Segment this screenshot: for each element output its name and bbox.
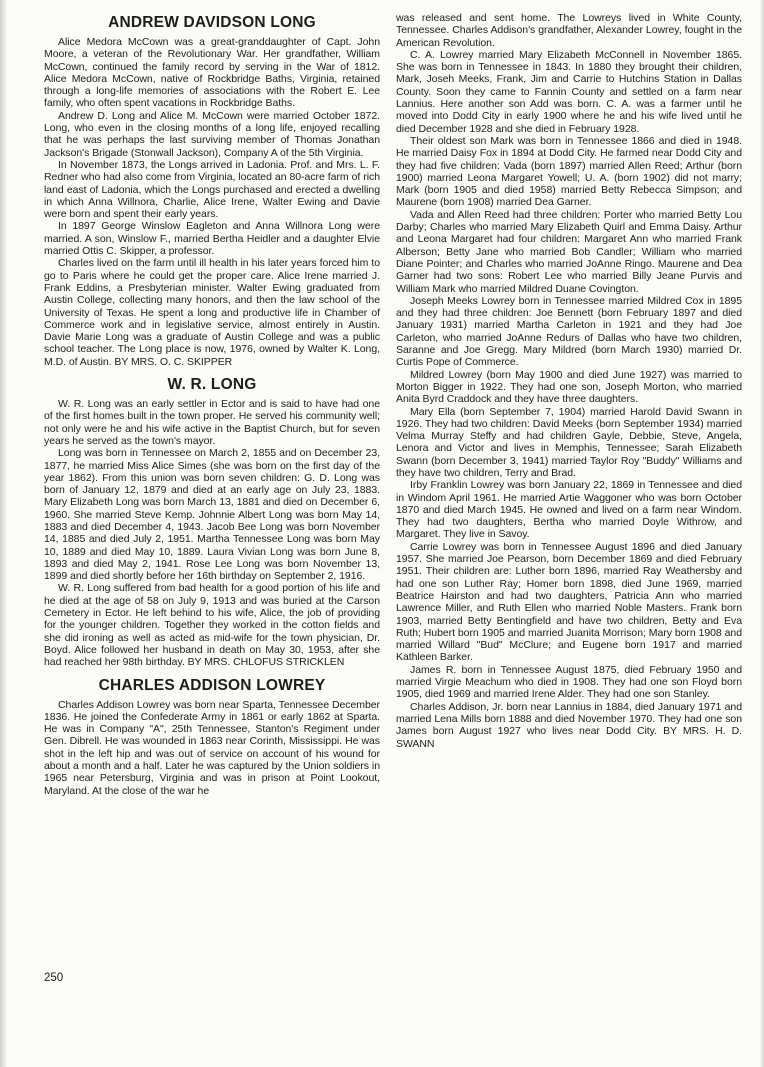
paragraph: Charles Addison, Jr. born near Lannius in 1884, died January 1971 and married Lena Mills born 1888 and died November 1970. They had one son James born August 1927 who lives near Dodd City. BY MRS. H. D. SWANN <box>396 700 742 750</box>
page-edge-right <box>760 0 764 1067</box>
paragraph: Their oldest son Mark was born in Tennessee 1866 and died in 1948. He married Daisy Fox in 1894 at Dodd City. He farmed near Dodd City and they had five children: Vada (born 1897) married Allen Reed; Arthur (born 1900) married Leona Margaret Yowell; U. A. (born 1902) did not marry; Mark (born 1905 and died 1958) married Betty Rebecca Simpson; and Maurene (born 1908) married Dea Garner. <box>396 134 742 209</box>
continued-paragraph: was released and sent home. The Lowreys lived in White County, Tennessee. Charles Addison's grandfather, Alexander Lowrey, fought in the American Revolution. <box>396 12 742 49</box>
section-title: CHARLES ADDISON LOWREY <box>98 676 326 694</box>
paragraph: James R. born in Tennessee August 1875, died February 1950 and married Virgie Meachum who died in 1908. They had one son Floyd born 1905, died 1969 and married Irene Alder. They had one son Stanley. <box>396 663 742 701</box>
paragraph: Irby Franklin Lowrey was born January 22, 1869 in Tennessee and died in Windom April 1961. He married Artie Waggoner who was born October 1870 and died March 1945. He owned and lived on a farm near Windom. They had two daughters, Bertha who married Doyle Withrow, and Margaret. They live in Savoy. <box>396 479 742 541</box>
paragraph: Long was born in Tennessee on March 2, 1855 and on December 23, 1877, he married Miss Alice Simes (she was born on the first day of the year 1862). From this union was born seven children: G. D. Long was born of January 12, 1879 and died at an early age on July 23, 1883. Mary Elizabeth Long was born March 13, 1881 and died on December 6, 1960. She married Steve Kemp. Johnnie Albert Long was born May 14, 1883 and died December 4, 1943. Jacob Bee Long was born November 14, 1885 and died July 2, 1951. Martha Tennessee Long was born May 10, 1889 and died May 10, 1889. Laura Vivian Long was born June 8, 1893 and died May 2, 1941. Rose Lee Long was born November 13, 1899 and died shortly before her 16th birthday on September 2, 1916. <box>44 447 380 583</box>
page-number: 250 <box>44 972 64 984</box>
section-charles-addison-lowrey <box>44 677 380 797</box>
paragraph: Charles Addison Lowrey was born near Sparta, Tennessee December 1836. He joined the Confederate Army in 1861 or early 1862 at Sparta. He was in Company "A", 25th Tennessee, Stanton's Regiment under Gen. Dibrell. He was wounded in 1863 near Corinth, Mississippi. He was shot in the left hip and was out of service on account of his wound for about a month and a half. Later he was captured by the Union soldiers in 1965 near Petersburg, Virginia and was in prison at Point Lookout, Maryland. At the close of the war he <box>44 698 380 797</box>
right-column <box>396 12 742 750</box>
left-column <box>44 12 380 797</box>
section-w-r-long <box>44 376 380 669</box>
paragraph: W. R. Long was an early settler in Ector and is said to have had one of the first homes built in the town proper. He served his community well; not only were he and his wife active in the Baptist Church, but for seven years he served as the town's mayor. <box>44 398 380 447</box>
section-andrew-davidson-long <box>44 14 380 368</box>
paragraph: In November 1873, the Longs arrived in Ladonia. Prof. and Mrs. L. F. Redner who had also come from Virginia, located an 80-acre farm of rich land east of Ladonia, which the Longs purchased and erected a dwelling in which Anna Willnora, Charlie, Alice Irene, Walter Ewing and Davie were born and spent their early years. <box>44 158 380 221</box>
section-title: ANDREW DAVIDSON LONG <box>108 14 316 31</box>
paragraph: W. R. Long suffered from bad health for a good portion of his life and he died at the age of 58 on July 9, 1913 and was buried at the Carson Cemetery in Ector. He left behind to his wife, Alice, the job of providing for the younger children. Together they worked in the cotton fields and she did ironing as well as acted as mid-wife for the town physician, Dr. Boyd. Alice followed her husband in death on May 30, 1953, after she had reached her 98th birthday. BY MRS. CHLOFUS STRICKLEN <box>44 582 380 669</box>
paragraph: Vada and Allen Reed had three children: Porter who married Betty Lou Darby; Charles who married Mary Elizabeth Quirl and Emma Daisy. Arthur and Leona Margaret had four children: Margaret Ann who married Frank Alberson; Betty Jane who married Bob Candler; William who married Diane Pointer; and Charles who married JoAnne Ringo. Maurene and Dea Garner had two sons: Robert Lee who married Billy Jeane Purvis and William Mark who married Mildred Duane Covington. <box>396 208 742 295</box>
paragraph: In 1897 George Winslow Eagleton and Anna Willnora Long were married. A son, Winslow F., married Bertha Heidler and a daughter Elvie married Ottis C. Skipper, a professor. <box>44 220 380 258</box>
paragraph: Joseph Meeks Lowrey born in Tennessee married Mildred Cox in 1895 and they had three children: Joe Bennett (born February 1897 and died January 1931) married Martha Carleton in 1921 and they had Joe Carleton, who married JoAnne Redurs of Dallas who have two children, Saranne and Joe Gregg. Mary Mildred (born March 1930) married Dr. Curtis Pope of Commerce. <box>396 294 742 369</box>
paragraph: Mildred Lowrey (born May 1900 and died June 1927) was married to Morton Bigger in 1922. They had one son, Joseph Morton, who married Anita Byrd Craddock and they have three daughters. <box>396 368 742 406</box>
page-edge-left <box>0 0 6 1067</box>
paragraph: Andrew D. Long and Alice M. McCown were married October 1872. Long, who even in the closing months of a long life, enjoyed recalling that he was perhaps the last surviving member of Thomas Jonathan Jackson's Brigade (Stonwall Jackson), Company A of the 5th Virginia. <box>44 109 380 159</box>
paragraph: Alice Medora McCown was a great-granddaughter of Capt. John Moore, a veteran of the Revolutionary War. Her grandfather, William McCown, continued the family record by serving in the War of 1812. Alice Medora McCown, native of Rockbridge Baths, Virginia, retained through a long-life memories of associations with the Robert E. Lee family, who often spent vacations in Rockbridge Baths. <box>44 36 380 110</box>
paragraph: C. A. Lowrey married Mary Elizabeth McConnell in November 1865. She was born in Tennessee in 1843. In 1880 they brought their children, Mark, Joseh Meeks, Frank, Jim and Carrie to Hutchins Station in Dallas County. Soon they came to Fannin County and settled on a farm near Lannius. Here another son Add was born. C. A. was a farmer until he moved into Dodd City in early 1900 where he and his wife lived until he died December 1928 and she died in February 1928. <box>396 48 742 135</box>
paragraph: Charles lived on the farm until ill health in his later years forced him to go to Paris where he could get the proper care. Alice Irene married J. Frank Eddins, a Presbyterian minister. Walter Ewing graduated from Austin College, collecting many honors, and then the law school of the University of Texas. He spent a long and productive life in Chamber of Commerce work and in legislative service, almost entirely in Austin. Davie Marie Long was a graduate of Austin College and was a public school teacher. The Long place is now, 1976, owned by Walter K. Long, M.D. of Austin. BY MRS. O. C. SKIPPER <box>44 257 380 368</box>
paragraph: Carrie Lowrey was born in Tennessee August 1896 and died January 1957. She married Joe Pearson, born December 1869 and died February 1951. Their children are: Luther born 1896, married Ray Weathersby and had one son Luther Ray; Homer born 1898, died June 1969, married Beatrice Hairston and had two daughters, Patricia Ann who married Lawrence Miller, and Ruth Ellen who married Noble Masters. Frank born 1903, married Betty Bentingfield and have two children, Betty and Eva Ruth; Hubert born 1905 and married Juanita Morrison; Mary born 1908 and married Willard "Bud" McClure; and Eugene born 1917 and married Kathleen Barker. <box>396 540 742 664</box>
section-title: W. R. LONG <box>167 376 257 394</box>
paragraph: Mary Ella (born September 7, 1904) married Harold David Swann in 1926. They had two children: David Meeks (born September 1934) married Velma Murray Steffy and had children Gayle, Debbie, Steve, Angela, Lenora and Victor and lives in Memphis, Tennessee; Sarah Elizabeth Swann (born December 3, 1941) married Taylor Roy "Buddy" Williams and they have two children, Terry and Brad. <box>396 405 742 479</box>
